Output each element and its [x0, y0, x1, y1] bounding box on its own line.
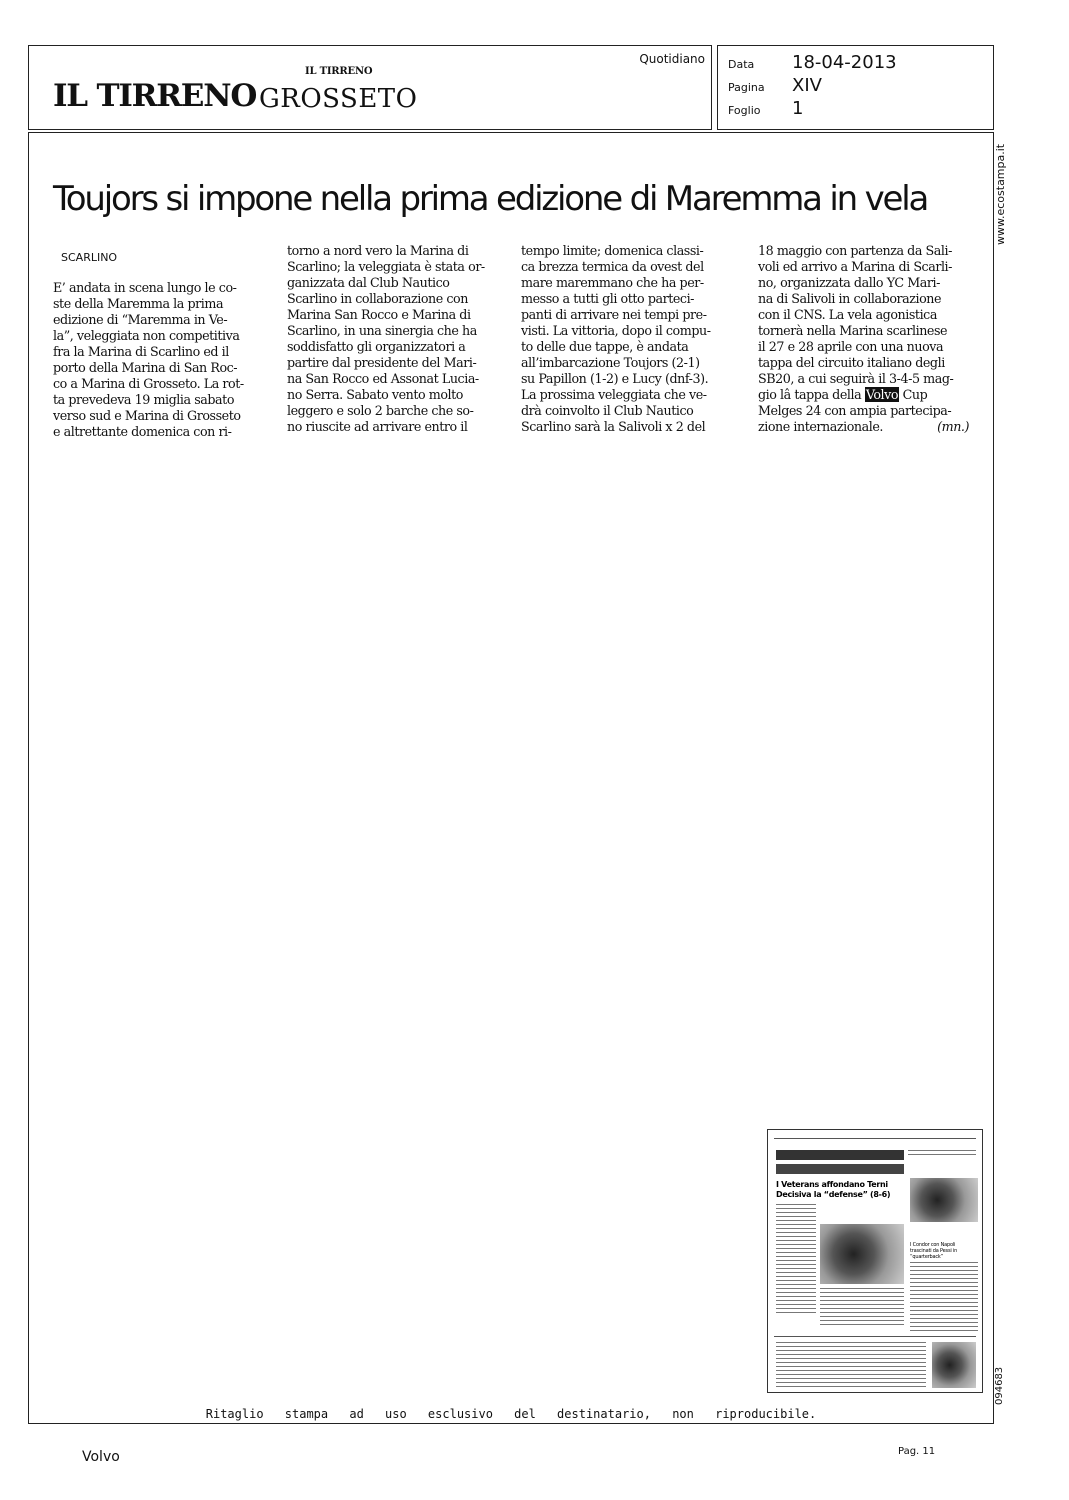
thumb-text-block [776, 1204, 816, 1314]
article-column-1: E’ andata in scena lungo le co- ste della Maremma la prima edizione di “Maremma in Ve- la”, veleggiata non competitiva fra la Marina di Scarlino ed il porto della Marina di San Roc- co a Marina di Grosseto. La rot- ta prevedeva 19 miglia sabato verso sud e Marina di Grosseto e altrettante domenica con ri- [53, 280, 244, 439]
masthead-small-logo: IL TIRRENO [305, 66, 373, 77]
keyword-highlight: Volvo [865, 387, 899, 402]
masthead-logo: IL TIRRENO [53, 78, 257, 114]
thumb-rule [774, 1138, 976, 1139]
meta-label: Data [728, 58, 755, 71]
clipping-code: 094683 [994, 1366, 1005, 1405]
page-number: Pag. 11 [898, 1446, 936, 1457]
thumb-text-block [776, 1342, 926, 1388]
meta-value: XIV [792, 75, 822, 96]
article-column-2: torno a nord vero la Marina di Scarlino; la veleggiata è stata or- ganizzata dal Club Nautico Scarlino in collaborazione con Marina San Rocco e Marina di Scarlino, in una sinergia che ha soddisfatto gli organizzatori a partire dal presidente del Mari- na San Rocco ed Assonat Lucia- no Serra. Sabato vento molto leggero e solo 2 barche che so- no riuscite ad arrivare entro il [287, 243, 485, 434]
thumb-side-title: I Condor con Napoli trascinati da Pessi in “quarterback” [910, 1242, 958, 1260]
meta-label: Pagina [728, 81, 765, 94]
author-signature: (mn.) [937, 419, 969, 434]
article-box [28, 132, 994, 1424]
side-code [994, 1360, 1012, 1410]
page-thumbnail [767, 1129, 983, 1393]
website-text: www.ecostampa.it [994, 143, 1007, 245]
thumb-text-block [776, 1164, 904, 1174]
column-text: 18 maggio con partenza da Sali- voli ed arrivo a Marina di Scarli- no, organizzata dallo YC Mari- na di Salivoli in collaborazione con il CNS. La vela agonistica tornerà nella Marina scarlinese il 27 e 28 aprile con una nuova tappa del circuito italiano degli SB20, a cui seguirà il 3-4-5 mag- gio lâ tappa della [758, 243, 954, 402]
side-website [994, 145, 1012, 255]
article-headline: Toujors si impone nella prima edizione di Maremma in vela [53, 179, 928, 219]
thumb-photo-bottom [932, 1342, 976, 1388]
thumb-text-block [908, 1150, 976, 1158]
thumb-headline-bar [776, 1150, 904, 1160]
meta-row-sheet [728, 98, 803, 119]
meta-row-date [728, 52, 897, 73]
publication-frequency: Quotidiano [639, 52, 705, 66]
thumb-text-block [820, 1288, 904, 1328]
meta-label: Foglio [728, 104, 761, 117]
meta-row-page [728, 75, 822, 96]
article-location: SCARLINO [61, 251, 118, 264]
thumb-rule [774, 1336, 976, 1337]
article-column-4 [758, 243, 969, 435]
thumb-title-2: Decisiva la “defense” (8-6) [776, 1190, 891, 1199]
masthead-box [28, 45, 712, 130]
meta-value: 1 [792, 98, 804, 119]
metadata-box [717, 45, 994, 130]
thumb-photo-top [910, 1178, 978, 1222]
reproduction-notice: Ritaglio stampa ad uso esclusivo del destinatario, non riproducibile. [205, 1407, 817, 1421]
thumb-title-1: I Veterans affondano Terni [776, 1180, 888, 1189]
edition-city: GROSSETO [259, 84, 418, 114]
column-text: Cup Melges 24 con ampia partecipa- zione internazionale. [758, 387, 952, 434]
article-column-3: tempo limite; domenica classi- ca brezza termica da ovest del mare maremmano che ha per- messo a tutti gli otto parteci- panti di arrivare nei tempi pre- visti. La vittoria, dopo il compu- to delle due tappe, è andata all’imbarcazione Toujors (2-1) su Papillon (1-2) e Lucy (dnf-3). La prossima veleggiata che ve- drà coinvolto il Club Nautico Scarlino sarà la Salivoli x 2 del [521, 243, 711, 434]
meta-value: 18-04-2013 [792, 52, 897, 73]
thumb-photo-main [820, 1224, 904, 1284]
thumb-text-block [910, 1262, 978, 1332]
keyword-label: Volvo [82, 1449, 120, 1465]
